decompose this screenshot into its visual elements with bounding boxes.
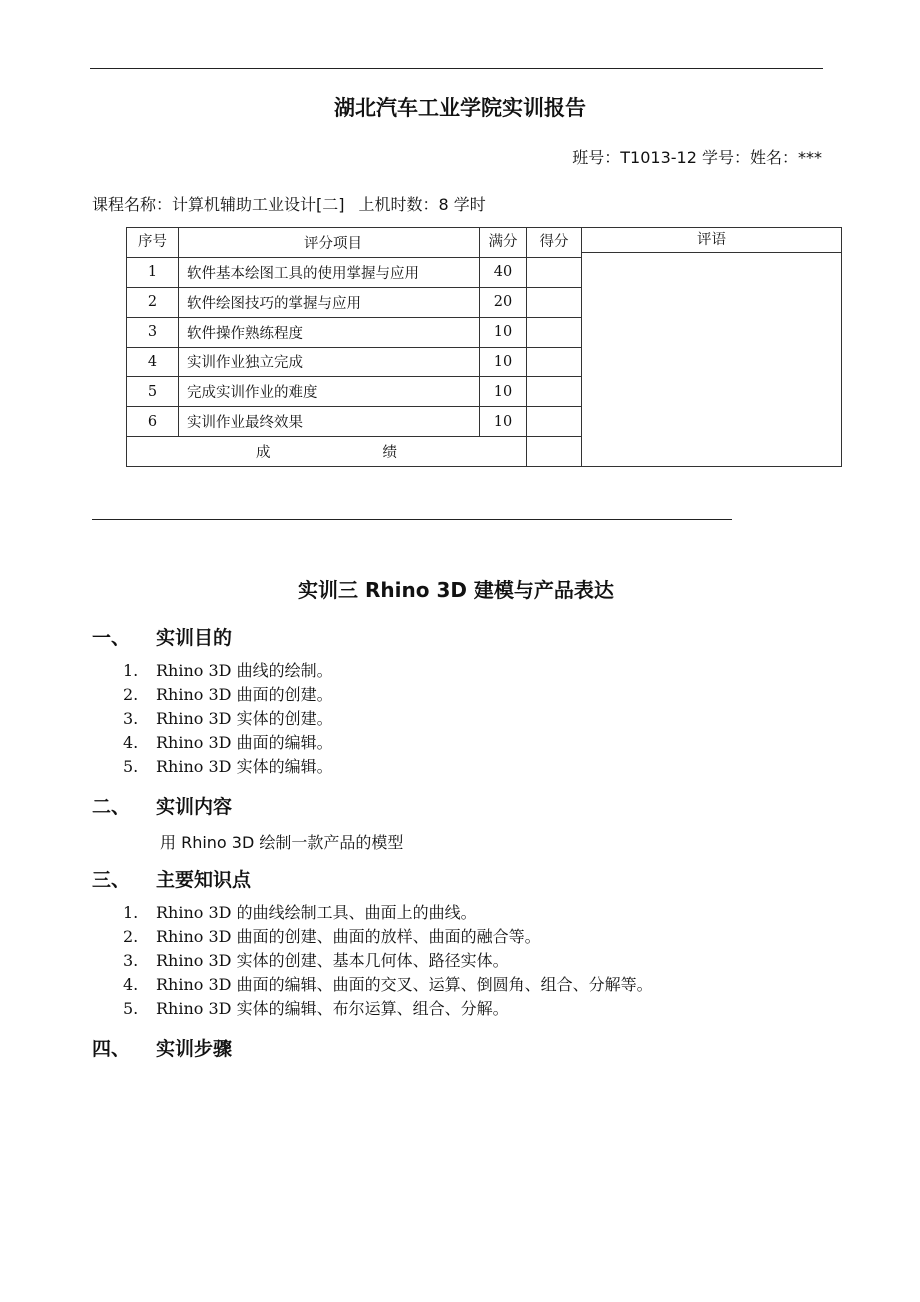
heading-steps: [92, 1034, 232, 1061]
row-item: 软件绘图技巧的掌握与应用: [179, 287, 480, 317]
heading-objectives: [92, 623, 232, 650]
table-header-row: [127, 228, 842, 258]
list-item: 4. Rhino 3D 曲面的编辑、曲面的交叉、运算、倒圆角、组合、分解等。: [123, 975, 653, 994]
list-item: 3. Rhino 3D 实体的创建。: [123, 709, 333, 728]
row-max: 10: [480, 377, 527, 407]
row-score-cell[interactable]: [527, 407, 582, 437]
total-label: [127, 437, 527, 467]
header-item: 评分项目: [179, 228, 480, 258]
separator-rule: [92, 519, 732, 520]
knowledge-list: [123, 901, 653, 1021]
row-score-cell[interactable]: [527, 347, 582, 377]
list-item: 5. Rhino 3D 实体的编辑、布尔运算、组合、分解。: [123, 999, 509, 1018]
total-label-2: 绩: [382, 445, 397, 462]
row-max: 10: [480, 317, 527, 347]
header-comment: 评语: [582, 228, 841, 253]
row-item: 完成实训作业的难度: [179, 377, 480, 407]
list-item: 2. Rhino 3D 曲面的创建、曲面的放样、曲面的融合等。: [123, 927, 541, 946]
heading-number: 一、: [92, 627, 131, 649]
lab-hours: 上机时数：8 学时: [358, 195, 486, 214]
list-item: 2. Rhino 3D 曲面的创建。: [123, 685, 333, 704]
heading-text: 实训内容: [156, 796, 233, 818]
heading-number: 四、: [92, 1038, 131, 1060]
comment-cell: [582, 228, 842, 467]
row-no: 5: [127, 377, 179, 407]
row-score-cell[interactable]: [527, 257, 582, 287]
list-item: 1. Rhino 3D 的曲线绘制工具、曲面上的曲线。: [123, 903, 477, 922]
total-score-cell[interactable]: [527, 437, 582, 467]
row-item: 软件基本绘图工具的使用掌握与应用: [179, 257, 480, 287]
row-max: 40: [480, 257, 527, 287]
heading-text: 主要知识点: [156, 869, 252, 891]
row-max: 10: [480, 407, 527, 437]
row-item: 实训作业最终效果: [179, 407, 480, 437]
row-no: 6: [127, 407, 179, 437]
total-label-1: 成: [256, 445, 271, 462]
row-no: 2: [127, 287, 179, 317]
row-no: 1: [127, 257, 179, 287]
row-item: 实训作业独立完成: [179, 347, 480, 377]
row-max: 20: [480, 287, 527, 317]
grading-table: [126, 227, 842, 467]
content-paragraph: 用 Rhino 3D 绘制一款产品的模型: [160, 833, 404, 852]
heading-content: [92, 792, 232, 819]
row-item: 软件操作熟练程度: [179, 317, 480, 347]
row-no: 4: [127, 347, 179, 377]
report-title: 湖北汽车工业学院实训报告: [334, 96, 586, 120]
top-rule: [90, 68, 823, 69]
heading-text: 实训步骤: [156, 1038, 233, 1060]
row-score-cell[interactable]: [527, 287, 582, 317]
row-score-cell[interactable]: [527, 317, 582, 347]
course-info: [92, 192, 486, 215]
list-item: 1. Rhino 3D 曲线的绘制。: [123, 661, 333, 680]
section-title: 实训三 Rhino 3D 建模与产品表达: [298, 578, 614, 602]
heading-knowledge: [92, 865, 251, 892]
heading-number: 二、: [92, 796, 131, 818]
course-name: 课程名称：计算机辅助工业设计[二]: [92, 195, 345, 214]
header-got: 得分: [527, 228, 582, 258]
header-max: 满分: [480, 228, 527, 258]
list-item: 5. Rhino 3D 实体的编辑。: [123, 757, 333, 776]
comment-area: [582, 253, 841, 466]
student-info: 班号：T1013-12 学号：姓名：***: [572, 148, 822, 167]
header-no: 序号: [127, 228, 179, 258]
list-item: 4. Rhino 3D 曲面的编辑。: [123, 733, 333, 752]
objectives-list: [123, 659, 333, 779]
row-max: 10: [480, 347, 527, 377]
heading-number: 三、: [92, 869, 131, 891]
list-item: 3. Rhino 3D 实体的创建、基本几何体、路径实体。: [123, 951, 509, 970]
row-no: 3: [127, 317, 179, 347]
heading-text: 实训目的: [156, 627, 233, 649]
row-score-cell[interactable]: [527, 377, 582, 407]
